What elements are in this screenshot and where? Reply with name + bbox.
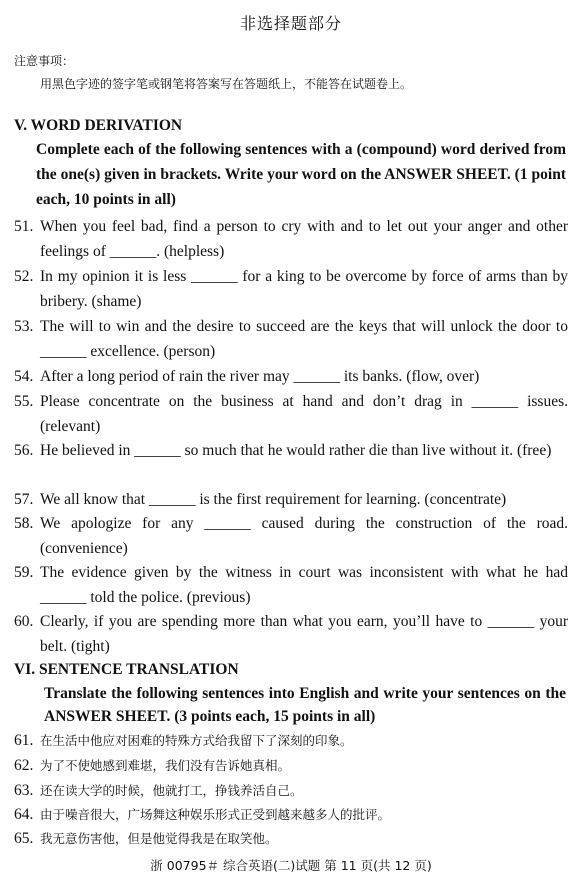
section-heading-sentence-translation: VI. SENTENCE TRANSLATION [14,661,239,678]
question-item [14,265,568,314]
section-instruction-sentence-translation: Translate the following sentences into English and write your sentences on the ANSWER SHEET. (3 points each, 15 points in all) [44,685,566,725]
question-text: The evidence given by the witness in court was inconsistent with what he had ______ told the police. (previous) [40,564,568,606]
section-instruction-word-derivation: Complete each of the following sentences with a (compound) word derived from the one(s) given in brackets. Write your word on the ANSWER SHEET. (1 point each, 10 points in all) [36,141,566,208]
question-number: 61. [14,732,34,749]
question-item [14,439,568,464]
translation-text: 为了不使她感到难堪，我们没有告诉她真相。 [40,758,291,773]
translation-item [14,754,568,779]
translation-text: 由于噪音很大，广场舞这种娱乐形式正受到越来越多人的批评。 [40,807,391,822]
question-number: 64. [14,806,34,823]
translation-item [14,803,568,828]
translation-text: 在生活中他应对困难的特殊方式给我留下了深刻的印象。 [40,733,353,748]
question-number: 58. [14,515,34,532]
question-text: We all know that ______ is the first requirement for learning. (concentrate) [40,491,507,508]
question-number: 55. [14,393,34,410]
translation-item [14,779,568,804]
translation-text: 我无意伤害他，但是他觉得我是在取笑他。 [40,831,278,846]
question-item [14,315,568,364]
translation-item [14,827,568,852]
question-number: 65. [14,830,34,847]
question-item [14,390,568,439]
question-item [14,561,568,610]
translation-text: 还在读大学的时候，他就打工，挣钱养活自己。 [40,783,303,798]
question-number: 54. [14,368,34,385]
question-number: 53. [14,318,34,335]
question-text: The will to win and the desire to succeed are the keys that will unlock the door to ______ excellence. (person) [40,318,568,360]
question-number: 60. [14,613,34,630]
question-item [14,365,568,390]
question-item [14,512,568,561]
question-number: 51. [14,218,34,235]
question-text: He believed in ______ so much that he would rather die than live without it. (free) [40,442,552,459]
question-number: 62. [14,757,34,774]
question-item [14,488,568,513]
section-heading-word-derivation: V. WORD DERIVATION [14,117,183,134]
page-footer: 浙 00795＃ 综合英语(二)试题 第 11 页(共 12 页) [150,858,432,873]
question-text: After a long period of rain the river may ______ its banks. (flow, over) [40,368,480,385]
question-text: Please concentrate on the business at hand and don’t drag in ______ issues. (relevant) [40,393,568,435]
question-item [14,610,568,659]
notice-text: 用黑色字迹的签字笔或钢笔将答案写在答题纸上，不能答在试题卷上。 [40,77,413,91]
question-number: 52. [14,268,34,285]
question-number: 63. [14,782,34,799]
question-number: 57. [14,491,34,508]
question-text: We apologize for any ______ caused during the construction of the road. (convenience) [40,515,568,557]
page-title: 非选择题部分 [239,14,342,33]
question-text: Clearly, if you are spending more than what you earn, you’ll have to ______ your belt. (tight) [40,613,568,655]
question-number: 59. [14,564,34,581]
question-item [14,215,568,264]
question-text: In my opinion it is less ______ for a king to be overcome by force of arms than by bribery. (shame) [40,268,568,310]
question-number: 56. [14,442,34,459]
question-text: When you feel bad, find a person to cry with and to let out your anger and other feelings of ______. (helpless) [40,218,568,260]
translation-item [14,729,568,754]
notice-label: 注意事项： [14,54,75,68]
